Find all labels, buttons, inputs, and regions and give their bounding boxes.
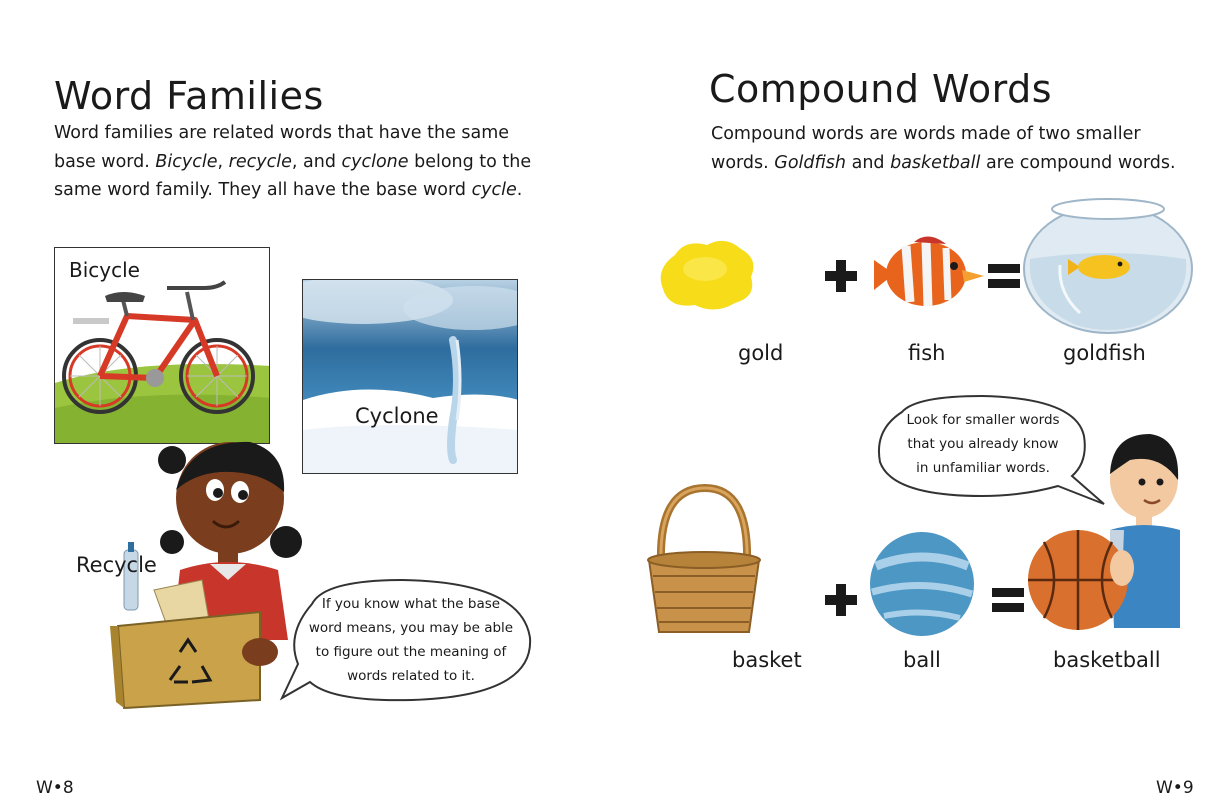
bubble-line: that you already know <box>907 436 1059 452</box>
compound-words-title: Compound Words <box>709 67 1053 111</box>
compound-words-intro <box>711 120 1191 177</box>
page-number-left: W•8 <box>36 778 74 798</box>
bicycle-picture <box>54 247 270 444</box>
page-number-right: W•9 <box>1156 778 1194 798</box>
basketball-label: basketball <box>1053 648 1161 672</box>
text-run: . <box>516 180 523 200</box>
cyclone-picture <box>302 279 518 474</box>
word-families-title: Word Families <box>54 74 324 118</box>
basket-icon <box>645 482 763 640</box>
ball-icon <box>866 528 978 640</box>
cyclone-illustration <box>303 280 518 474</box>
bubble-line: If you know what the base <box>321 596 501 612</box>
emphasized-word: basketball <box>890 152 981 173</box>
basket-label: basket <box>732 648 802 672</box>
bubble-line: words related to it. <box>347 668 475 684</box>
plus-icon <box>823 582 859 618</box>
text-run: are compound words. <box>980 152 1176 173</box>
bubble-line: to figure out the meaning of <box>315 644 507 660</box>
text-run: and <box>846 152 891 173</box>
equals-icon <box>990 584 1026 616</box>
equals-icon <box>986 260 1022 292</box>
text-run: , and <box>291 151 342 172</box>
emphasized-word: recycle <box>228 151 292 172</box>
text-run: , <box>217 151 229 172</box>
bubble-line: Look for smaller words <box>906 412 1060 428</box>
text-run: belong to the same word family. They all have the base word <box>54 151 532 200</box>
bubble-line: in unfamiliar words. <box>916 460 1050 476</box>
gold-label: gold <box>738 341 784 365</box>
fish-label: fish <box>908 341 946 365</box>
fish-icon <box>868 230 986 316</box>
bubble-line: word means, you may be able <box>308 620 514 636</box>
recycle-label: Recycle <box>76 553 157 577</box>
gold-nugget-icon <box>655 235 760 315</box>
basketball-icon <box>1024 524 1136 636</box>
text-run: Compound words are words made of two smaller words. <box>711 124 1141 173</box>
emphasized-word: Goldfish <box>774 152 847 173</box>
plus-icon <box>823 258 859 294</box>
emphasized-word: cyclone <box>341 151 409 172</box>
left-bubble-text <box>296 592 526 688</box>
right-bubble-text <box>888 408 1078 480</box>
goldfish-label: goldfish <box>1063 341 1146 365</box>
cyclone-label: Cyclone <box>355 404 439 428</box>
emphasized-word: cycle <box>471 180 517 200</box>
word-families-intro <box>54 119 544 205</box>
ball-label: ball <box>903 648 941 672</box>
bicycle-label: Bicycle <box>69 258 140 282</box>
emphasized-word: Bicycle <box>155 151 218 172</box>
text-run: Word families are related words that have the same base word. <box>54 123 510 172</box>
fishbowl-icon <box>1020 193 1196 335</box>
